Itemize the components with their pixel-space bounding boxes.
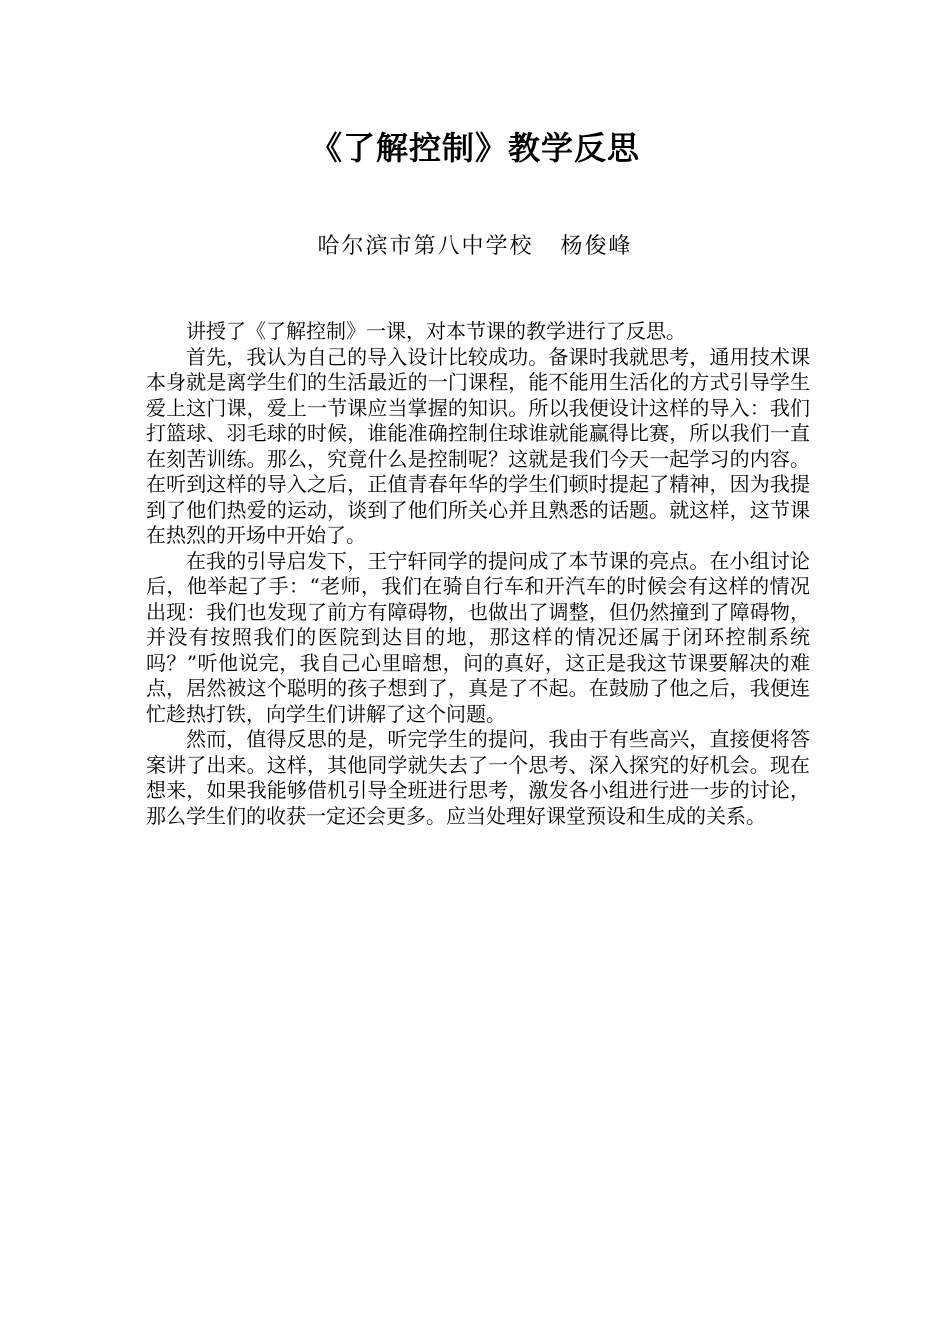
author-line: 哈尔滨市第八中学校 杨俊峰 [317,234,633,259]
paragraph-lead-in-design: 首先，我认为自己的导入设计比较成功。备课时我就思考，通用技术课本身就是离学生们的生活最近的一门课程，能不能用生活化的方式引导学生爱上这门课，爱上一节课应当掌握的知识。所以我便设计这样的导入：我们打篮球、羽毛球的时候，谁能准确控制住球谁就能赢得比赛，所以我们一直在刻苦训练。那么，究竟什么是控制呢？这就是我们今天一起学习的内容。在听到这样的导入之后，正值青春年华的学生们顿时提起了精神，因为我提到了他们热爱的运动，谈到了他们所关心并且熟悉的话题。就这样，这节课在热烈的开场中开始了。 [146,344,810,547]
paragraph-reflection: 然而，值得反思的是，听完学生的提问，我由于有些高兴，直接便将答案讲了出来。这样，其他同学就失去了一个思考、深入探究的好机会。现在想来，如果我能够借机引导全班进行思考，激发各小组进行进一步的讨论，那么学生们的收获一定还会更多。应当处理好课堂预设和生成的关系。 [146,727,810,828]
paragraph-student-question: 在我的引导启发下，王宁轩同学的提问成了本节课的亮点。在小组讨论后，他举起了手：“老师，我们在骑自行车和开汽车的时候会有这样的情况出现：我们也发现了前方有障碍物，也做出了调整，但仍然撞到了障碍物，并没有按照我们的医院到达目的地，那这样的情况还属于闭环控制系统吗？”听他说完，我自己心里暗想，问的真好，这正是我这节课要解决的难点，居然被这个聪明的孩子想到了，真是了不起。在鼓励了他之后，我便连忙趁热打铁，向学生们讲解了这个问题。 [146,548,810,726]
document-body [146,319,810,829]
paragraph-intro: 讲授了《了解控制》一课，对本节课的教学进行了反思。 [186,319,686,343]
page-title: 《了解控制》教学反思 [309,129,640,167]
